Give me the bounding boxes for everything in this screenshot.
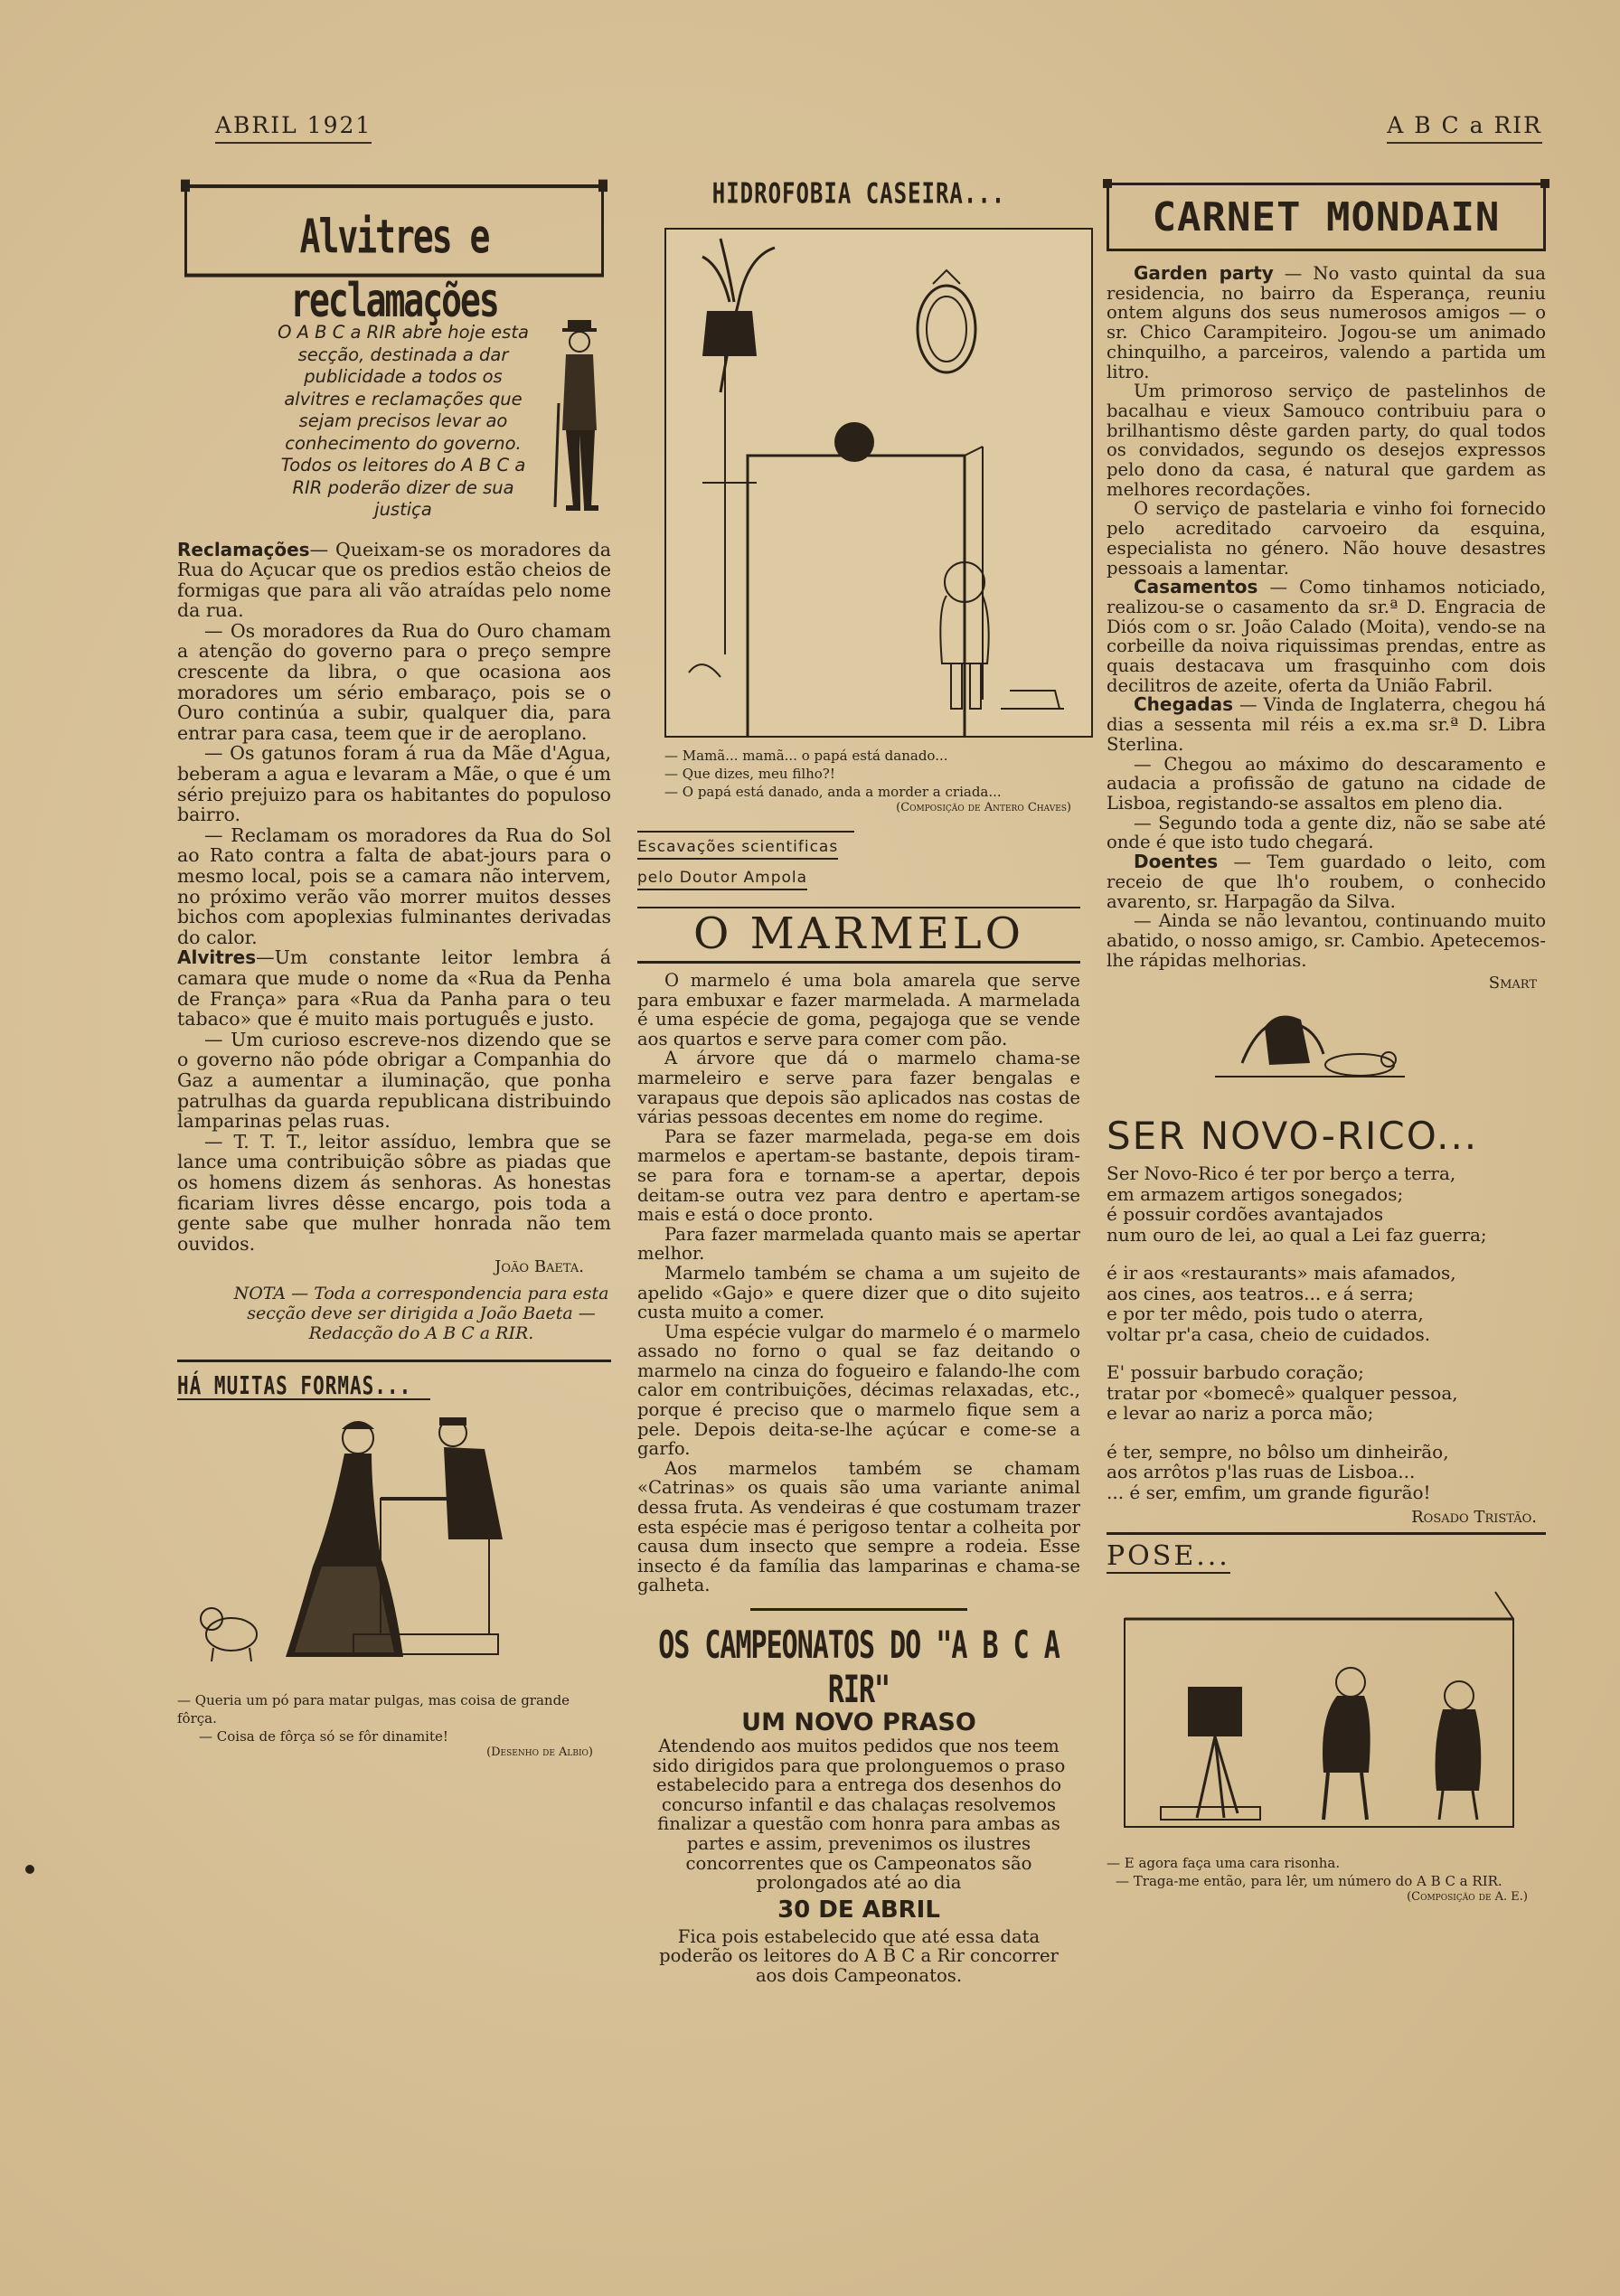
stain-dot	[25, 1865, 34, 1874]
poem-line: em armazem artigos sonegados;	[1107, 1182, 1404, 1205]
carnet-lead: Chegadas	[1134, 693, 1234, 716]
novo-rico-signature: Rosado Tristão.	[1411, 1508, 1537, 1528]
marmelo-paragraph: Para fazer marmelada quanto mais se apertar melhor.	[637, 1223, 1080, 1265]
reclamacoes-section	[177, 540, 611, 1255]
poem-stanza	[1107, 1263, 1546, 1344]
photographer-cartoon	[1107, 1583, 1546, 1845]
poem-line: é possuir cordões avantajados	[1107, 1203, 1384, 1226]
carnet-text: — Tem guardado o leito, com receio de que lh'o roubem, o conhecido avarento, sr. Harpagão da Silva.	[1107, 852, 1546, 912]
hidrofobia-caption-3: — O papá está danado, anda a morder a criada...	[664, 784, 1002, 800]
marmelo-title: O MARMELO	[637, 907, 1080, 964]
poem-line: Ser Novo-Rico é ter por berço a terra,	[1107, 1162, 1456, 1185]
carnet-text: O serviço de pastelaria e vinho foi fornecido pelo acreditado carvoeiro da esquina, especialista no género. Não houve desastres pessoais a lamentar.	[1107, 498, 1546, 579]
pose-title: POSE...	[1107, 1540, 1230, 1573]
magazine-title: A B C a RIR	[1387, 112, 1542, 144]
campeonatos-subtitle: UM NOVO PRASO	[741, 1708, 976, 1736]
carnet-text: — Vinda de Inglaterra, chegou há dias a sessenta mil réis a ex.ma sr.ª D. Libra Sterlina.	[1107, 694, 1546, 755]
carnet-text: — Como tinhamos noticiado, realizou-se o casamento da sr.ª D. Engracia de Diós com o sr. João Calado (Moita), vendo-se na corbeille da noiva riquissimas prendas, entre as quais destacava um frasquinho com dois decilitros de azeite, oferta da União Fabril.	[1107, 577, 1546, 696]
poem-line: ... é ser, emfim, um grande figurão!	[1107, 1481, 1431, 1503]
marmelo-kicker-1: Escavações scientificas	[637, 838, 838, 860]
marmelo-article	[637, 971, 1080, 1595]
hidrofobia-caption-1: — Mamã... mamã... o papá está danado...	[664, 748, 948, 764]
alvitre-item: — T. T. T., leitor assíduo, lembra que se lance uma contribuição sôbre as piadas que os homens dizem ás senhoras. As honestas ficariam livres dêsse encargo, pois toda a gente sabe que mulher honrada não tem ouvidos.	[177, 1130, 611, 1255]
carnet-text: Um primoroso serviço de pastelinhos de bacalhau e vieux Samouco contribuiu para o brilhantismo dêste garden party, do qual todos os convidados, segundo os desejos expressos pelo dono da casa, é natural que gardem as melhores recordações.	[1107, 381, 1546, 500]
poem-line: E' possuir barbudo coração;	[1107, 1361, 1364, 1384]
campeonatos-title: OS CAMPEONATOS DO "A B C A RIR"	[658, 1623, 1060, 1712]
marmelo-paragraph: O marmelo é uma bola amarela que serve para embuxar e fazer marmelada. A marmelada é uma espécie de goma, pegajoga que se vende aos quartos e serve para comer com pão.	[637, 970, 1080, 1049]
pose-caption-1: — E agora faça uma cara risonha.	[1107, 1855, 1341, 1872]
marmelo-paragraph: Uma espécie vulgar do marmelo é o marmelo assado no forno o qual se faz deitando o marmelo na cinza do fogueiro e falando-lhe com calor em contribuições, décimas relaxadas, etc., porque é preciso que o marmelo fique sem a pele. Depois deita-se-lhe açúcar e come-se a garfo.	[637, 1321, 1080, 1460]
carnet-lead: Casamentos	[1134, 576, 1258, 598]
kicker-rule	[637, 831, 854, 833]
column-left	[177, 179, 611, 1759]
hidrofobia-caption-2: — Que dizes, meu filho?!	[664, 766, 835, 782]
poem-line: aos arrôtos p'las ruas de Lisboa...	[1107, 1461, 1416, 1483]
alvitre-item: — Um curioso escreve-nos dizendo que se o governo não póde obrigar a Companhia do Gaz a aumentar a iluminação, que ponha patrulhas da guarda republicana distribuindo lamparinas pelas ruas.	[177, 1028, 611, 1133]
alvitres-nota: NOTA — Toda a correspondencia para esta secção deve ser dirigida a João Baeta — Redacção do A B C a RIR.	[233, 1284, 609, 1344]
ha-muitas-caption-1: — Queria um pó para matar pulgas, mas coisa de grande fôrça.	[177, 1692, 570, 1727]
ha-muitas-credit: (Desenho de Albio)	[486, 1746, 593, 1760]
poem-line: num ouro de lei, ao qual a Lei faz guerra;	[1107, 1223, 1487, 1246]
pharmacy-cartoon	[177, 1413, 611, 1684]
alvitres-title: Alvitres e reclamações	[184, 184, 604, 278]
alvitres-signature: João Baeta.	[494, 1257, 584, 1277]
poem-line: e levar ao nariz a porca mão;	[1107, 1402, 1374, 1425]
marmelo-kicker-2: pelo Doutor Ampola	[637, 869, 807, 890]
poem-stanza	[1107, 1163, 1546, 1245]
hidrofobia-cartoon	[666, 230, 1091, 736]
poem-stanza	[1107, 1362, 1546, 1424]
novo-rico-poem	[1107, 1163, 1546, 1502]
carnet-text: — Ainda se não levantou, continuando muito abatido, o nosso amigo, sr. Cambio. Apetecemos-lhe rápidas melhorias.	[1107, 910, 1546, 971]
man-with-cane-illustration	[548, 313, 611, 530]
issue-date: ABRIL 1921	[215, 112, 372, 144]
poem-line: voltar pr'a casa, cheio de cuidados.	[1107, 1322, 1431, 1345]
campeonatos-text-2: Fica pois estabelecido que até essa data poderão os leitores do A B C a Rir concorrer aos dois Campeonatos.	[659, 1925, 1059, 1986]
column-right	[1107, 177, 1546, 1904]
campeonatos-date: 30 DE ABRIL	[777, 1896, 940, 1924]
carnet-article	[1107, 264, 1546, 970]
poem-line: é ir aos «restaurants» mais afamados,	[1107, 1262, 1456, 1284]
marmelo-paragraph: Aos marmelos também se chamam «Catrinas» os quais são uma variante animal dessa fruta. As vendeiras é que costumam trazer esta espécie mas é perigoso tentar a colheita por causa dum insecto que sempre a rodeia. Esse insecto é da família das lamparinas e chama-se galheta.	[637, 1457, 1080, 1596]
reclamacoes-lead: Reclamações	[177, 538, 310, 560]
hidrofobia-title: HIDROFOBIA CASEIRA...	[711, 176, 1006, 211]
carnet-lead: Garden party	[1134, 262, 1274, 284]
reclamacao-item: — Os moradores da Rua do Ouro chamam a atenção do governo para o preço sempre crescente da libra, o que ocasiona aos moradores um sério embaraço, pois se o Ouro continúa a subir, qualquer dia, para entrar para casa, teem que ir de aeroplano.	[177, 619, 611, 744]
campeonatos-text-1: Atendendo aos muitos pedidos que nos teem sido dirigidos para que prolonguemos o praso estabelecido para a entrega dos desenhos do concurso infantil e das chalaças resolvemos finalizar a questão com honra para ambas as partes e assim, prevenimos os ilustres concorrentes que os Campeonatos são prolongados até ao dia	[652, 1736, 1066, 1894]
poem-line: e por ter mêdo, pois tudo o aterra,	[1107, 1303, 1424, 1325]
marmelo-paragraph: A árvore que dá o marmelo chama-se marmeleiro e serve para fazer bengalas e varapaus que depois são aplicados nas costas de várias pessoas decentes em nome do regime.	[637, 1048, 1080, 1128]
divider	[1107, 1532, 1546, 1535]
pose-caption-2: — Traga-me então, para lêr, um número do A B C a RIR.	[1116, 1873, 1502, 1890]
ha-muitas-caption-2: — Coisa de fôrça só se fôr dinamite!	[199, 1728, 448, 1746]
alvitres-lead: Alvitres	[177, 946, 257, 969]
carnet-text: — Segundo toda a gente diz, não se sabe até onde é que isto tudo chegará.	[1107, 812, 1546, 853]
marmelo-paragraph: Marmelo também se chama a um sujeito de apelido «Gajo» e quere dizer que o dito sujeito custa muito a comer.	[637, 1262, 1080, 1323]
divider	[177, 1360, 611, 1362]
alvitres-intro: O A B C a RIR abre hoje esta secção, destinada a dar publicidade a todos os alvitres e reclamações que sejam precisos levar ao conhecimento do governo. Todos os leitores do A B C a RIR poderão dizer de sua justiça	[278, 322, 529, 520]
divider	[750, 1608, 967, 1611]
carnet-title: CARNET MONDAIN	[1107, 183, 1546, 251]
poem-line: tratar por «bomecê» qualquer pessoa,	[1107, 1381, 1458, 1404]
pose-credit: (Composição de A. E.)	[1407, 1890, 1528, 1905]
carnet-text: — Chegou ao máximo do descaramento e audacia a profissão de gatuno na cidade de Lisboa, registando-se assaltos em pleno dia.	[1107, 753, 1546, 814]
poem-line: aos cines, aos teatros... e á serra;	[1107, 1282, 1414, 1304]
carnet-signature: Smart	[1488, 974, 1537, 993]
reclamacao-item: — Os gatunos foram á rua da Mãe d'Agua, beberam a agua e levaram a Mãe, o que é um sério prejuizo para os habitantes do populoso bairro.	[177, 742, 611, 826]
poem-stanza	[1107, 1442, 1546, 1503]
reclamacao-item: — Reclamam os moradores da Rua do Sol ao Rato contra a falta de abat-jours para o mesmo local, pois se a camara não intervem, no próximo verão vão morrer muitos desses bichos com apoplexias fulminantes derivadas do calor.	[177, 823, 611, 948]
marmelo-paragraph: Para se fazer marmelada, pega-se em dois marmelos e apertam-se bastante, depois tiram-se para fora e tornam-se a apertar, depois deitam-se outra vez para dentro e apertam-se mais e está o doce pronto.	[637, 1125, 1080, 1226]
novo-rico-title: SER NOVO-RICO...	[1107, 1114, 1479, 1159]
alvitre-item: —Um constante leitor lembra á camara que mude o nome da «Rua da Penha de França» para «Rua da Panha para o teu tabaco» que é muito mais português e justo.	[177, 946, 611, 1030]
column-center	[637, 177, 1080, 1986]
poem-line: é ter, sempre, no bôlso um dinheirão,	[1107, 1440, 1449, 1463]
carnet-text: — No vasto quintal da sua residencia, no bairro da Esperança, reuniu ontem alguns dos seus numerosos amigos — o sr. Chico Carampiteiro. Jogou-se um animado chinquilho, a parceiros, valendo a partida um litro.	[1107, 263, 1546, 382]
ha-muitas-formas-title: HÁ MUITAS FORMAS...	[177, 1371, 412, 1400]
hidrofobia-illustration-frame	[664, 228, 1093, 738]
hidrofobia-credit: (Composição de Antero Chaves)	[896, 801, 1071, 814]
carnet-lead: Doentes	[1134, 851, 1219, 873]
sleeping-figures-illustration	[1107, 1000, 1546, 1090]
reclamacao-item: — Queixam-se os moradores da Rua do Açucar que os predios estão cheios de formigas que para ali vão atraídas pelo nome da rua.	[177, 538, 611, 622]
